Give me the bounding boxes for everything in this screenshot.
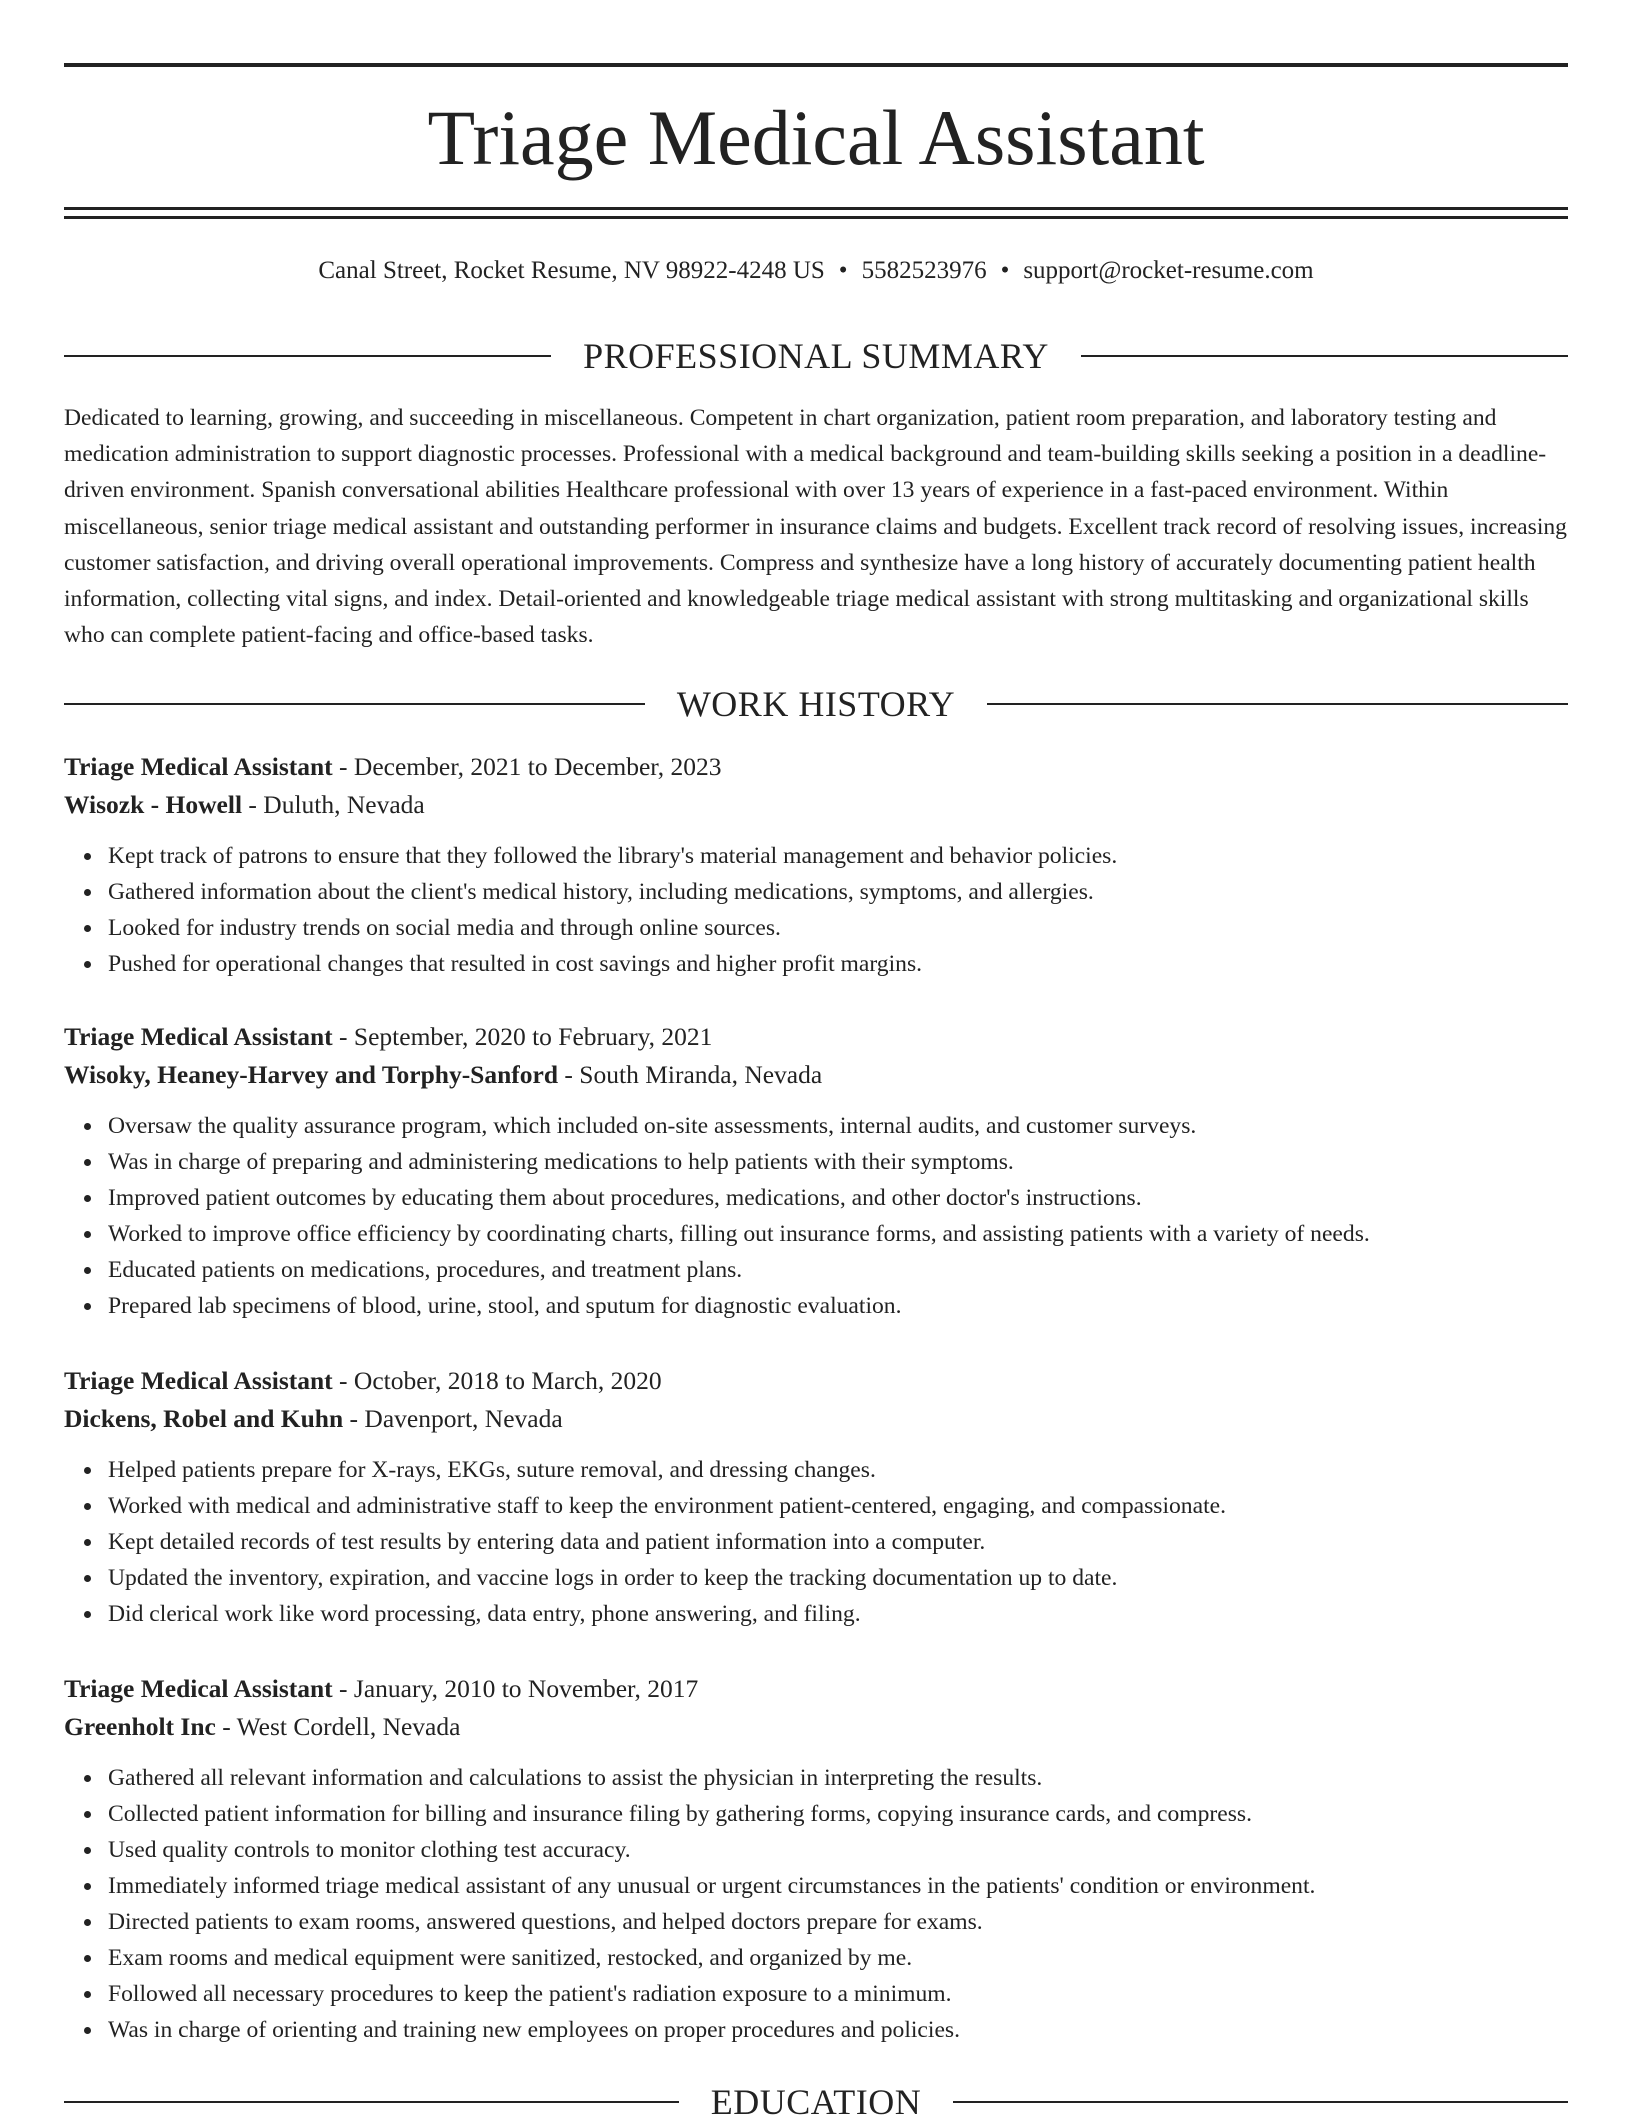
contact-address: Canal Street, Rocket Resume, NV 98922-4248 US [318, 257, 825, 284]
job-bullets [64, 1108, 1568, 1324]
resume-title: Triage Medical Assistant [427, 94, 1205, 181]
heading-rule-left [64, 2101, 679, 2103]
job-title: Triage Medical Assistant [64, 752, 333, 781]
title-rule-upper [64, 207, 1568, 210]
job-bullet: Immediately informed triage medical assistant of any unusual or urgent circumstances in the patients' condition or environment. [108, 1868, 1568, 1904]
job-bullet: Updated the inventory, expiration, and vaccine logs in order to keep the tracking documentation up to date. [108, 1560, 1568, 1596]
job-title: Triage Medical Assistant [64, 1674, 333, 1703]
job-bullet: Did clerical work like word processing, data entry, phone answering, and filing. [108, 1596, 1568, 1632]
job-bullet: Educated patients on medications, procedures, and treatment plans. [108, 1252, 1568, 1288]
job-company-line: Wisozk - Howell - Duluth, Nevada [64, 790, 425, 819]
job-company: Wisoky, Heaney-Harvey and Torphy-Sanford [64, 1060, 559, 1089]
job-bullet: Looked for industry trends on social media and through online sources. [108, 910, 1568, 946]
job-dates: January, 2010 to November, 2017 [353, 1674, 699, 1703]
job-company: Greenholt Inc [64, 1712, 216, 1741]
contact-line [64, 254, 1568, 288]
job-location: Duluth, Nevada [263, 790, 425, 819]
job-bullet: Pushed for operational changes that resulted in cost savings and higher profit margins. [108, 946, 1568, 982]
job-bullet: Gathered all relevant information and calculations to assist the physician in interpreting the results. [108, 1760, 1568, 1796]
job-bullet: Collected patient information for billing and insurance filing by gathering forms, copying insurance cards, and compress. [108, 1796, 1568, 1832]
job-bullets [64, 838, 1568, 982]
title-rule-lower [64, 216, 1568, 219]
job-bullets [64, 1452, 1568, 1632]
job-title-line: Triage Medical Assistant - December, 2021 to December, 2023 [64, 752, 722, 781]
job-bullet: Was in charge of orienting and training new employees on proper procedures and policies. [108, 2012, 1568, 2048]
job-company: Dickens, Robel and Kuhn [64, 1404, 344, 1433]
job-bullet: Was in charge of preparing and administering medications to help patients with their symptoms. [108, 1144, 1568, 1180]
job-bullet: Exam rooms and medical equipment were sanitized, restocked, and organized by me. [108, 1940, 1568, 1976]
job-company-line: Greenholt Inc - West Cordell, Nevada [64, 1712, 461, 1741]
job-bullet: Directed patients to exam rooms, answered questions, and helped doctors prepare for exams. [108, 1904, 1568, 1940]
job-company: Wisozk - Howell [64, 790, 243, 819]
job-title-line: Triage Medical Assistant - September, 2020 to February, 2021 [64, 1022, 713, 1051]
top-rule [64, 63, 1568, 67]
job-bullet: Gathered information about the client's medical history, including medications, symptoms, and allergies. [108, 874, 1568, 910]
heading-rule-left [64, 355, 551, 357]
job-title: Triage Medical Assistant [64, 1366, 333, 1395]
job-entry-3 [64, 1362, 1568, 1632]
summary-heading-label: PROFESSIONAL SUMMARY [583, 336, 1049, 376]
job-bullet: Worked with medical and administrative staff to keep the environment patient-centered, engaging, and compassionate. [108, 1488, 1568, 1524]
job-bullet: Helped patients prepare for X-rays, EKGs, suture removal, and dressing changes. [108, 1452, 1568, 1488]
job-bullet: Worked to improve office efficiency by coordinating charts, filling out insurance forms, and assisting patients with a variety of needs. [108, 1216, 1568, 1252]
heading-rule-right [1081, 355, 1568, 357]
heading-rule-right [987, 703, 1568, 705]
contact-phone: 5582523976 [861, 257, 987, 284]
job-bullet: Improved patient outcomes by educating them about procedures, medications, and other doctor's instructions. [108, 1180, 1568, 1216]
job-entry-2 [64, 1018, 1568, 1324]
job-bullets [64, 1760, 1568, 2048]
job-company-line: Wisoky, Heaney-Harvey and Torphy-Sanford - South Miranda, Nevada [64, 1060, 823, 1089]
job-entry-1 [64, 748, 1568, 982]
job-company-line: Dickens, Robel and Kuhn - Davenport, Nevada [64, 1404, 563, 1433]
job-location: Davenport, Nevada [364, 1404, 563, 1433]
job-bullet: Prepared lab specimens of blood, urine, stool, and sputum for diagnostic evaluation. [108, 1288, 1568, 1324]
job-dates: September, 2020 to February, 2021 [353, 1022, 713, 1051]
contact-email: support@rocket-resume.com [1023, 257, 1314, 284]
job-bullet: Followed all necessary procedures to keep the patient's radiation exposure to a minimum. [108, 1976, 1568, 2012]
heading-rule-right [953, 2101, 1568, 2103]
education-heading-label: EDUCATION [710, 2082, 922, 2122]
contact-separator: • [1000, 257, 1010, 284]
heading-rule-left [64, 703, 645, 705]
job-bullet: Kept detailed records of test results by entering data and patient information into a computer. [108, 1524, 1568, 1560]
job-entry-4 [64, 1670, 1568, 2048]
education-section-heading [64, 2080, 1568, 2124]
contact-separator: • [838, 257, 848, 284]
summary-section-heading [64, 334, 1568, 378]
job-dates: October, 2018 to March, 2020 [353, 1366, 662, 1395]
work-heading-label: WORK HISTORY [676, 684, 956, 724]
job-bullet: Oversaw the quality assurance program, which included on-site assessments, internal audits, and customer surveys. [108, 1108, 1568, 1144]
professional-summary-text: Dedicated to learning, growing, and succeeding in miscellaneous. Competent in chart organization, patient room preparation, and laboratory testing and medication administration to support diagnostic processes. Professional with a medical background and team-building skills seeking a position in a deadline-driven environment. Spanish conversational abilities Healthcare professional with over 13 years of experience in a fast-paced environment. Within miscellaneous, senior triage medical assistant and outstanding performer in insurance claims and budgets. Excellent track record of resolving issues, increasing customer satisfaction, and driving overall operational improvements. Compress and synthesize have a long history of accurately documenting patient health information, collecting vital signs, and index. Detail-oriented and knowledgeable triage medical assistant with strong multitasking and organizational skills who can complete patient-facing and office-based tasks. [64, 405, 1567, 649]
job-bullet: Kept track of patrons to ensure that they followed the library's material management and behavior policies. [108, 838, 1568, 874]
job-title-line: Triage Medical Assistant - October, 2018 to March, 2020 [64, 1366, 662, 1395]
job-title: Triage Medical Assistant [64, 1022, 333, 1051]
job-dates: December, 2021 to December, 2023 [353, 752, 722, 781]
job-title-line: Triage Medical Assistant - January, 2010 to November, 2017 [64, 1674, 699, 1703]
job-bullet: Used quality controls to monitor clothing test accuracy. [108, 1832, 1568, 1868]
job-location: South Miranda, Nevada [579, 1060, 823, 1089]
work-section-heading [64, 682, 1568, 726]
job-location: West Cordell, Nevada [236, 1712, 461, 1741]
